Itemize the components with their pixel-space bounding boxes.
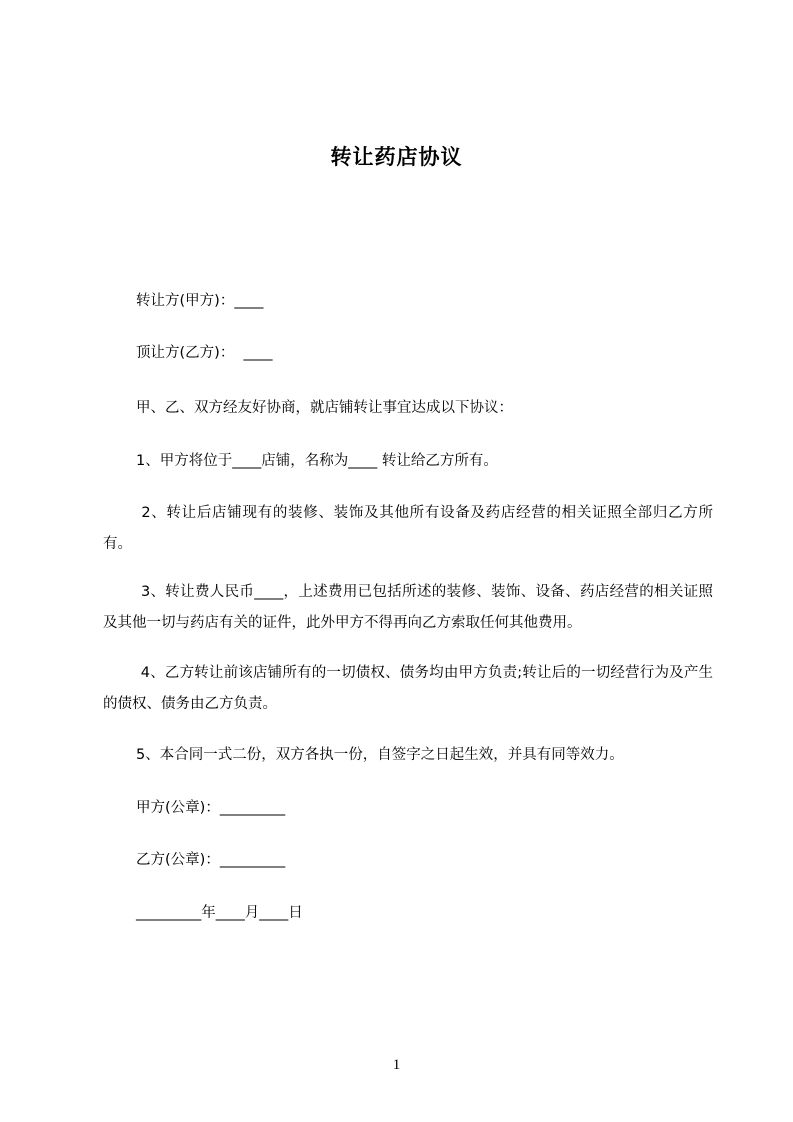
date-line: _________年____月____日 xyxy=(136,905,303,921)
clause-1: 1、甲方将位于____店铺，名称为____ 转让给乙方所有。 xyxy=(136,453,498,469)
clause-2: 2、转让后店铺现有的装修、装饰及其他所有设备及药店经营的相关证照全部归乙方所有。 xyxy=(103,505,713,552)
clause-4: 4、乙方转让前该店铺所有的一切债权、债务均由甲方负责;转让后的一切经营行为及产生的债权、债务由乙方负责。 xyxy=(103,665,714,712)
party-a-seal-line: 甲方(公章)：_________ xyxy=(136,800,286,816)
intro-paragraph: 甲、乙、双方经友好协商，就店铺转让事宜达成以下协议： xyxy=(136,400,513,416)
document-title: 转让药店协议 xyxy=(330,145,463,169)
party-b-seal-line: 乙方(公章)：_________ xyxy=(136,852,286,868)
transferee-line: 顶让方(乙方)： ____ xyxy=(136,345,273,361)
transferor-line: 转让方(甲方)：____ xyxy=(136,293,264,309)
page-number: 1 xyxy=(392,1057,401,1073)
clause-3: 3、转让费人民币____，上述费用已包括所述的装修、装饰、设备、药店经营的相关证照及其他一切与药店有关的证件，此外甲方不得再向乙方索取任何其他费用。 xyxy=(103,584,713,631)
clause-5: 5、本合同一式二份，双方各执一份，自签字之日起生效，并具有同等效力。 xyxy=(136,747,624,763)
